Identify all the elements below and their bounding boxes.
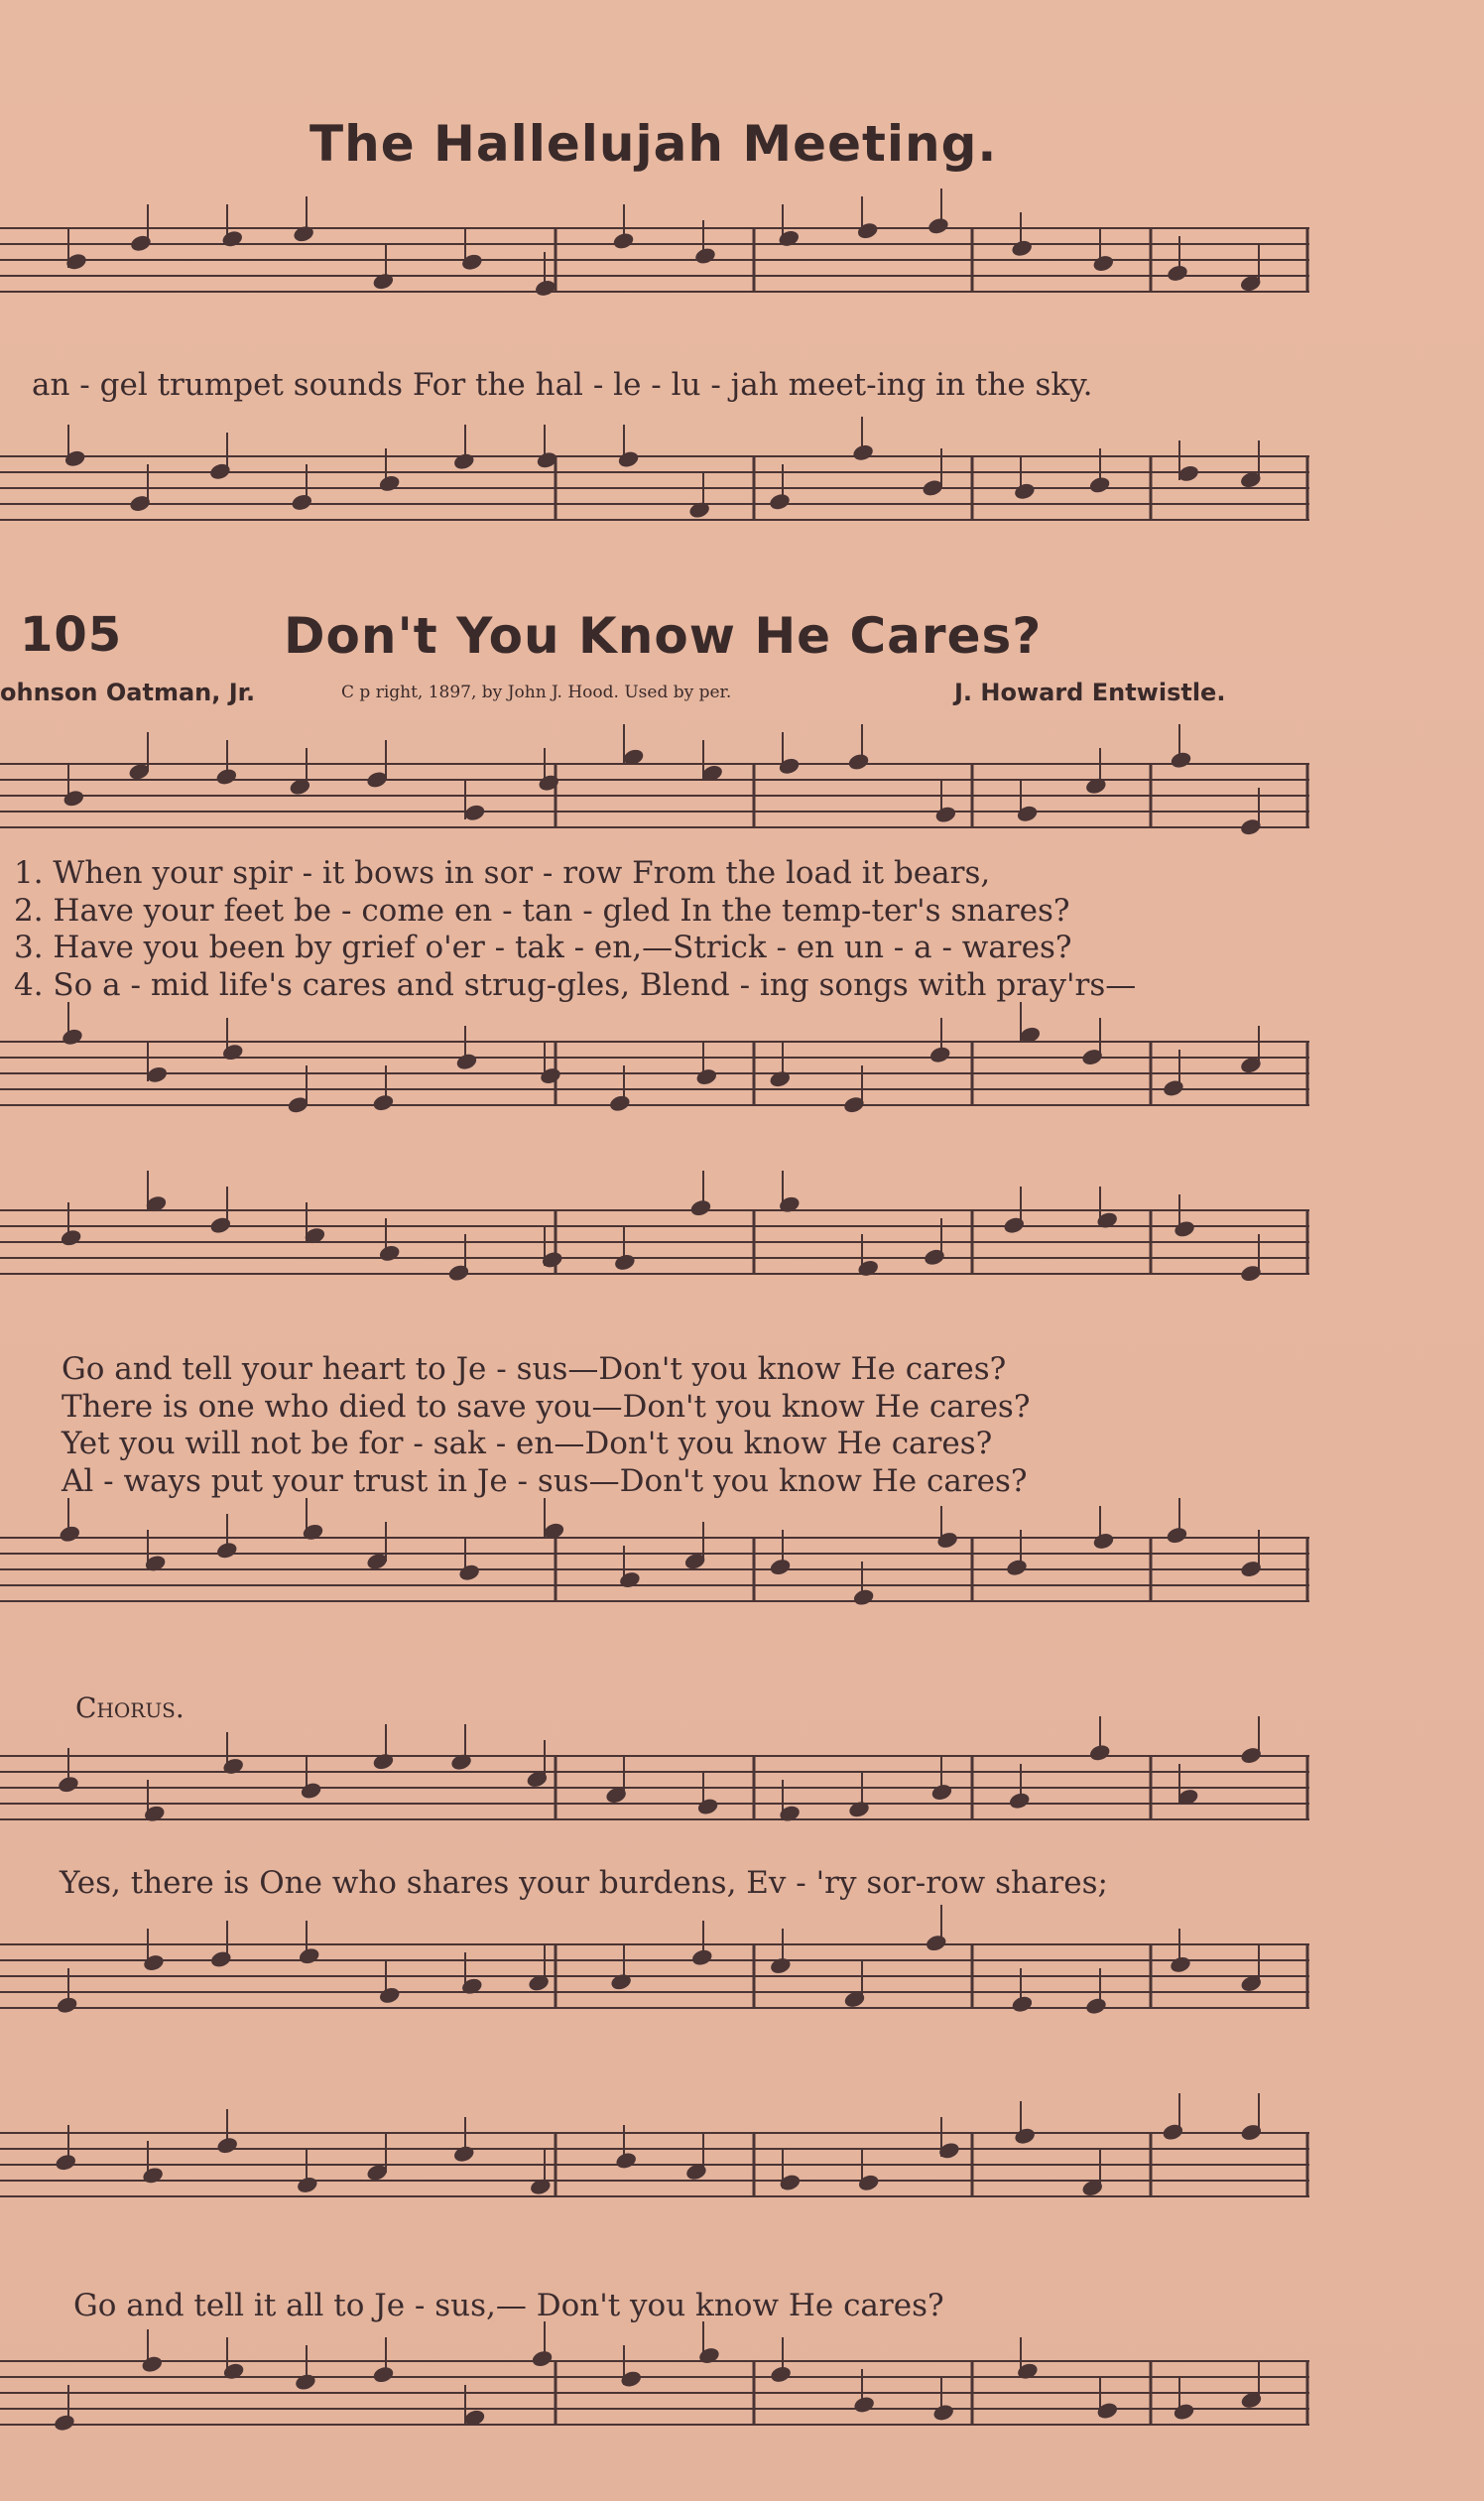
lyric-hallelujah: an - gel trumpet sounds For the hal - le - lu - jah meet-ing in the sky. [32,367,1093,403]
note-head [63,448,87,468]
note-head [372,272,396,292]
note-head [614,2151,638,2171]
note-head [934,805,958,824]
note-head [856,1258,880,1278]
note-head [54,2153,77,2173]
note-head [931,2403,955,2423]
note-head [1010,238,1034,258]
note-head [1173,1219,1196,1239]
note-head [769,1956,793,1976]
staff-lines [0,2321,1309,2433]
note-head [935,1531,959,1551]
verse-line-4b: Al - ways put your trust in Je - sus—Don't you know He cares? [62,1463,1028,1499]
note-head [455,1052,479,1071]
copyright-notice: C p right, 1897, by John J. Hood. Used by per. [341,683,732,702]
note-head [1092,254,1116,274]
note-head [1008,1791,1032,1811]
note-head [769,2364,793,2384]
note-head [53,2413,76,2433]
music-staff-10 [0,2331,1484,2490]
note-head [209,1215,233,1235]
hymn-title-cares: Don't You Know He Cares? [284,607,1043,665]
note-head [1162,2122,1185,2142]
composer-credit: J. Howard Entwistle. [954,679,1226,706]
verse-line-3a: 3. Have you been by grief o'er - tak - en,—Strick - en un - a - wares? [14,930,1072,965]
note-head [221,1756,245,1776]
chorus-lyric-2: Go and tell it all to Je - sus,— Don't you know He cares? [73,2288,944,2323]
note-head [208,461,232,481]
staff-lines [0,2093,1309,2198]
staff-lines [0,1905,1309,2016]
music-staff-8 [0,1915,1484,2073]
note-head [696,1797,720,1816]
note-head [452,2144,476,2164]
note-head [61,1027,84,1047]
note-head [608,1093,632,1113]
note-head [294,2372,317,2392]
note-head [617,449,641,469]
staff-lines [0,1498,1309,1607]
music-staff-6 [0,1508,1484,1667]
note-head [852,2395,876,2415]
note-head [697,2346,721,2366]
note-head [1016,2361,1040,2381]
note-head [298,1946,321,1966]
note-head [141,2354,165,2374]
music-staff-2 [0,427,1484,585]
verse-line-2b: There is one who died to save you—Don't you know He cares? [62,1389,1031,1425]
note-head [690,1947,714,1967]
note-head [847,1800,871,1819]
author-credit: ohnson Oatman, Jr. [0,679,256,706]
note-head [463,803,487,822]
note-head [923,1247,946,1267]
note-head [1013,481,1037,501]
note-head [56,1995,79,2015]
note-head [221,1043,245,1063]
note-head [1170,750,1193,770]
note-head [447,1263,471,1283]
note-head [1166,263,1189,283]
music-staff-9 [0,2103,1484,2262]
note-head [768,1069,792,1089]
note-head [460,252,484,272]
note-head [852,1587,876,1607]
note-head [851,442,875,462]
note-head [59,1524,82,1544]
hymn-title-hallelujah: The Hallelujah Meeting. [309,115,998,173]
note-head [143,1804,167,1823]
staff-lines [0,417,1309,520]
note-head [1166,1526,1189,1546]
note-head [1162,1078,1185,1098]
verse-line-1b: Go and tell your heart to Je - sus—Don't you know He cares? [62,1351,1007,1387]
note-head [300,1781,323,1801]
note-head [129,233,153,253]
note-head [1092,1531,1116,1551]
note-head [778,756,802,776]
verse-line-1a: 1. When your spir - it bows in sor - row From the load it bears, [14,855,991,891]
staff-lines [0,724,1309,837]
note-head [302,1522,325,1542]
note-head [292,224,315,244]
note-head [1016,804,1040,823]
verse-line-3b: Yet you will not be for - sak - en—Don't you know He cares? [62,1426,993,1461]
music-staff-3 [0,734,1484,863]
note-head [378,473,402,493]
note-head [222,2361,246,2381]
note-head [220,229,244,249]
note-head [769,1558,793,1577]
note-head [378,1985,402,2005]
note-head [618,1570,642,1590]
note-head [452,451,476,471]
chorus-lyric-1: Yes, there is One who shares your burdens, Ev - 'ry sor-row shares; [60,1865,1108,1901]
staff-lines [0,188,1309,298]
staff-lines [0,1716,1309,1823]
verse-line-2a: 2. Have your feet be - come en - tan - gled In the temp-ter's snares? [14,893,1070,929]
note-head [62,789,86,809]
note-head [609,1972,633,1992]
note-head [378,1243,402,1263]
music-staff-4 [0,1012,1484,1171]
note-head [539,1066,562,1086]
note-head [1005,1558,1029,1577]
note-head [1084,1996,1108,2016]
note-head [457,1563,481,1582]
note-head [1011,1994,1035,2014]
note-head [619,2369,643,2389]
music-staff-1 [0,198,1484,357]
note-head [372,2365,396,2385]
note-head [847,752,871,772]
chorus-label: Chorus. [75,1691,185,1724]
music-staff-7 [0,1726,1484,1855]
note-head [141,2166,165,2186]
note-head [857,2173,881,2192]
hymn-number: 105 [20,607,123,663]
verse-line-4a: 4. So a - mid life's cares and strug-gles, Blend - ing songs with pray'rs— [14,967,1137,1003]
note-head [142,1953,166,1973]
note-head [1013,2126,1037,2146]
note-head [531,2349,555,2369]
note-head [778,1804,802,1823]
note-head [856,221,880,241]
note-head [689,1198,713,1218]
note-head [925,1934,948,1953]
note-head [460,1976,484,1996]
staff-lines [0,1002,1309,1115]
note-head [768,492,792,512]
note-head [928,1045,952,1064]
note-head [693,246,717,266]
note-head [290,492,313,512]
note-head [209,1949,233,1969]
note-head [372,1752,396,1772]
note-head [1173,2402,1196,2422]
note-head [1002,1215,1026,1235]
note-head [60,1228,83,1248]
note-head [145,1064,169,1084]
note-head [777,228,801,248]
note-head [1095,1210,1119,1230]
music-staff-5 [0,1181,1484,1339]
note-head [927,216,950,236]
note-head [372,1093,396,1113]
note-head [694,1067,718,1087]
staff-lines [0,1171,1309,1284]
note-head [778,1194,802,1214]
